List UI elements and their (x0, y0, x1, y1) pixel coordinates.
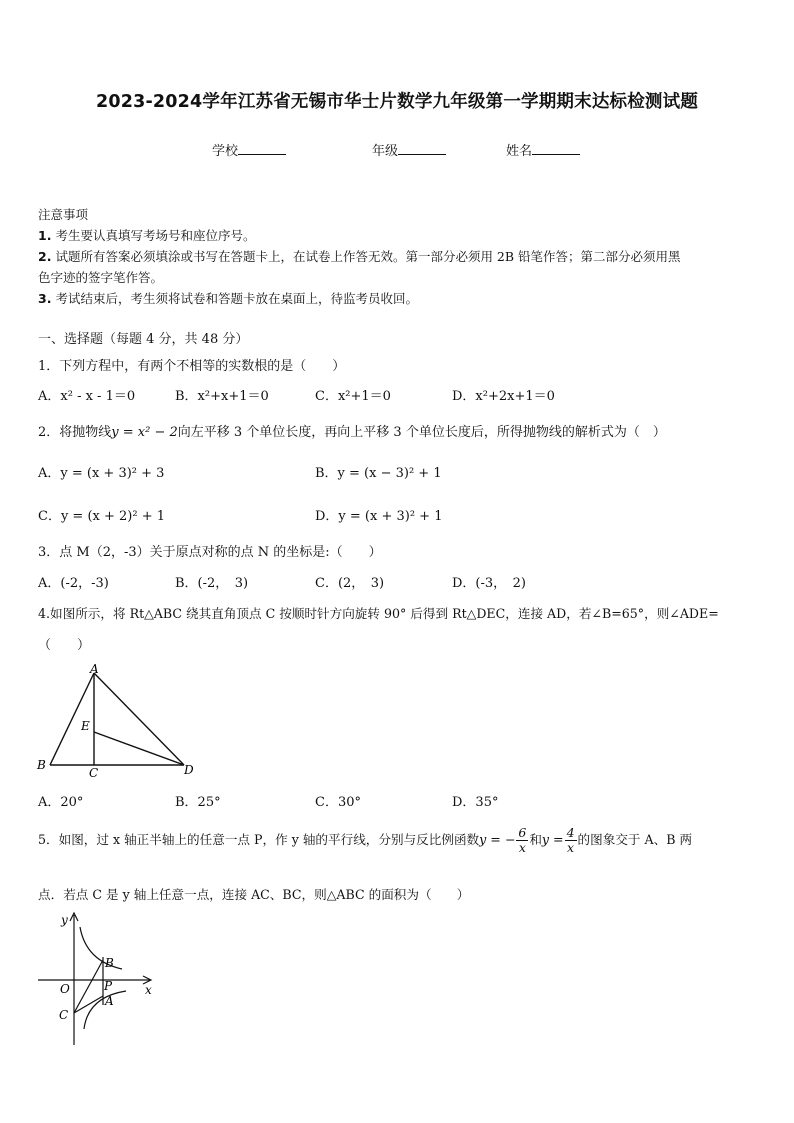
note-number: 3. (38, 291, 52, 306)
note-item-2 (38, 246, 758, 267)
section-heading: 一、选择题（每题 4 分，共 48 分） (38, 332, 249, 347)
grade-label: 年级 (372, 144, 399, 159)
q5-fraction-2-num: 4 (566, 825, 575, 840)
q2-option-d[interactable]: D．y = (x + 3)² + 1 (315, 509, 443, 524)
q5-fraction-1 (516, 826, 528, 855)
q3-option-c[interactable]: C．(2， 3) (315, 576, 385, 591)
q5-stem-line1 (38, 826, 692, 855)
q4-triangle-figure (30, 660, 210, 780)
q5-fraction-1-den: x (518, 840, 526, 855)
name-field (506, 140, 580, 159)
note-text: 考试结束后，考生须将试卷和答题卡放在桌面上，待监考员收回。 (55, 291, 418, 306)
q3-option-a[interactable]: A．(-2，-3) (38, 576, 109, 591)
q5-stem-line2: 点．若点 C 是 y 轴上任意一点，连接 AC、BC，则△ABC 的面积为（ ） (38, 887, 470, 902)
q1-option-a[interactable]: A．x² - x - 1＝0 (38, 389, 136, 404)
q3-option-b[interactable]: B．(-2， 3) (175, 576, 249, 591)
q2-equation: y = x² − 2 (111, 425, 178, 440)
note-item-2-cont: 色字迹的签字笔作答。 (38, 270, 164, 285)
q4-label-d: D (184, 763, 194, 777)
q3-stem: 3．点 M（2，-3）关于原点对称的点 N 的坐标是:（ ） (38, 545, 382, 560)
grade-field (372, 140, 446, 159)
q2-stem-text: 2．将抛物线 (38, 425, 112, 440)
note-number: 1. (38, 228, 52, 243)
notes-section (38, 204, 758, 309)
q5-label-a: A (105, 994, 114, 1008)
q1-option-c[interactable]: C．x²+1＝0 (315, 389, 391, 404)
q5-function-1-lhs: y = − (479, 832, 516, 847)
q4-label-c: C (89, 766, 99, 780)
q2-stem (38, 421, 666, 440)
q5-fraction-1-num: 6 (518, 825, 527, 840)
q5-stem-text: 和 (529, 832, 542, 847)
q2-option-c[interactable]: C．y = (x + 2)² + 1 (38, 509, 165, 524)
q5-label-c: C (59, 1008, 69, 1022)
note-item-1 (38, 225, 758, 246)
q5-label-o: O (60, 982, 70, 996)
grade-blank[interactable] (398, 143, 446, 155)
notes-heading: 注意事项 (38, 207, 89, 222)
q4-edge-ed (94, 732, 184, 765)
q2-option-a[interactable]: A．y = (x + 3)² + 3 (38, 466, 165, 481)
note-item-3 (38, 288, 758, 309)
q4-stem: 4.如图所示，将 Rt△ABC 绕其直角顶点 C 按顺时针方向旋转 90° 后得到 Rt△DEC，连接 AD，若∠B=65°，则∠ADE= (38, 606, 719, 621)
q5-function-2-lhs: y = (541, 832, 564, 847)
note-number: 2. (38, 249, 52, 264)
q4-label-e: E (81, 719, 90, 733)
q5-stem-text: 5．如图，过 x 轴正半轴上的任意一点 P，作 y 轴的平行线，分别与反比例函数 (38, 832, 480, 847)
q3-option-d[interactable]: D．(-3， 2) (452, 576, 527, 591)
q5-label-b: B (105, 956, 114, 970)
q4-option-c[interactable]: C．30° (315, 795, 361, 810)
q1-option-b[interactable]: B．x²+x+1＝0 (175, 389, 269, 404)
q5-label-x: x (145, 983, 152, 997)
q1-stem: 1．下列方程中，有两个不相等的实数根的是（ ） (38, 359, 346, 374)
q5-fraction-2 (565, 826, 577, 855)
q5-function-graph (30, 905, 170, 1050)
q4-paren: （ ） (38, 638, 91, 653)
q4-label-a: A (90, 662, 99, 676)
q4-edge-ad (94, 673, 184, 765)
note-text: 考生要认真填写考场号和座位序号。 (55, 228, 256, 243)
q5-fraction-2-den: x (567, 840, 575, 855)
q5-label-y: y (61, 913, 68, 927)
q5-label-p: P (104, 979, 113, 993)
name-blank[interactable] (532, 143, 580, 155)
q2-option-b[interactable]: B．y = (x − 3)² + 1 (315, 466, 442, 481)
q1-option-d[interactable]: D．x²+2x+1＝0 (452, 389, 555, 404)
q4-option-d[interactable]: D．35° (452, 795, 499, 810)
name-label: 姓名 (506, 144, 533, 159)
school-field (212, 140, 286, 159)
q4-label-b: B (37, 758, 46, 772)
note-text: 试题所有答案必须填涂或书写在答题卡上，在试卷上作答无效。第一部分必须用 2B 铅笔作答；第二部分必须用黑 (55, 249, 681, 264)
q4-option-a[interactable]: A．20° (38, 795, 84, 810)
q2-stem-text: 向左平移 3 个单位长度，再向上平移 3 个单位长度后，所得抛物线的解析式为（ ） (177, 425, 666, 440)
school-label: 学校 (212, 144, 239, 159)
q4-option-b[interactable]: B．25° (175, 795, 221, 810)
school-blank[interactable] (238, 143, 286, 155)
exam-title: 2023-2024学年江苏省无锡市华士片数学九年级第一学期期末达标检测试题 (95, 92, 699, 112)
q5-stem-text: 的图象交于 A、B 两 (577, 832, 693, 847)
